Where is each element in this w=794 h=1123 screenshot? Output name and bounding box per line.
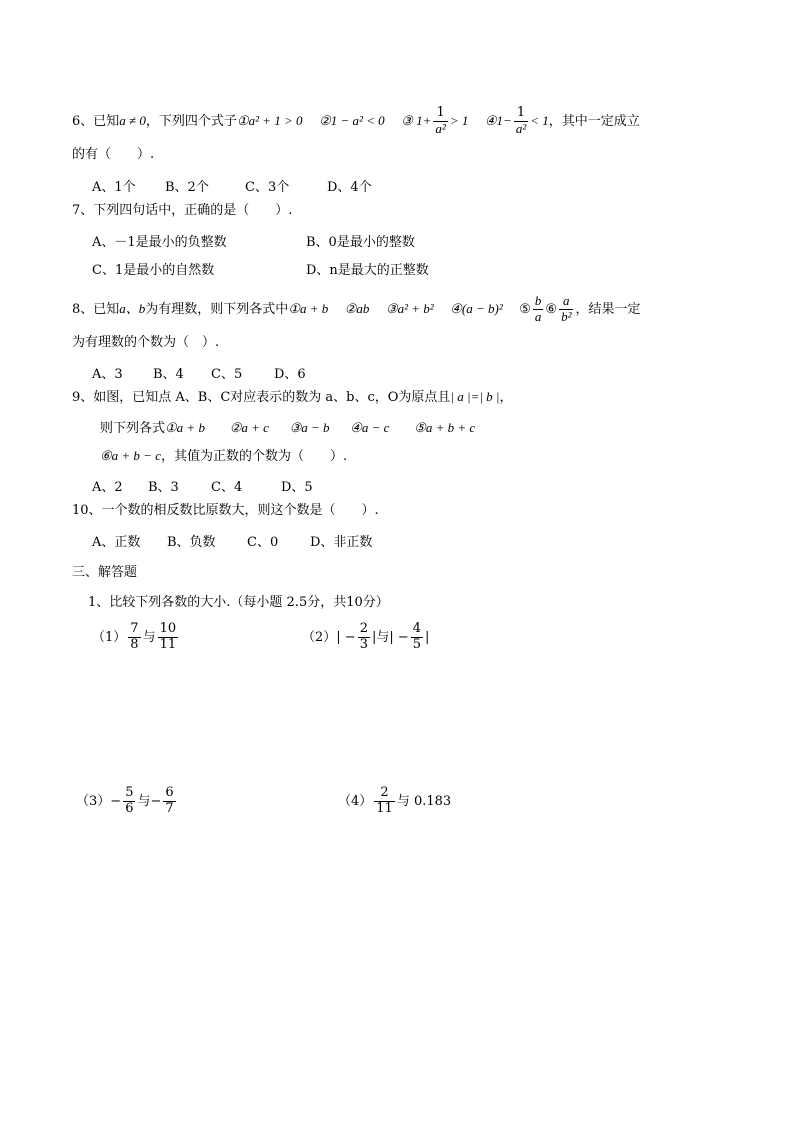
- s2-fraction-b: $\frac{4}{5}$: [412, 621, 422, 652]
- s2-post: |: [425, 629, 430, 645]
- q9-line3: [100, 449, 347, 463]
- s2-a-pre: | −: [336, 629, 356, 645]
- q9-line3-tail: ，其值为正数的个数为（ ）.: [160, 449, 348, 464]
- s2-mid: |与| −: [371, 629, 409, 645]
- s3-fraction-b: $\frac{6}{7}$: [165, 785, 174, 816]
- q6-option-c: C、3个: [245, 180, 290, 195]
- q6-expr3-fraction: $\frac{1}{\text{a²}}$: [435, 105, 446, 136]
- q6-expr4-post: < 1: [530, 112, 549, 128]
- q6-option-a: A、1个: [92, 180, 136, 195]
- q10-option-b: B、负数: [167, 535, 216, 550]
- q10-stem: 10、一个数的相反数比原数大，则这个数是（ ）.: [72, 503, 379, 518]
- q9-expr5: ⑤a + b + c: [414, 420, 476, 435]
- q8-expr2: ②ab: [344, 300, 370, 316]
- s1-with: 与: [142, 629, 156, 645]
- subproblem-3: [76, 786, 178, 817]
- q7-option-a: A、－1是最小的负整数: [92, 235, 227, 250]
- q9-line1: [72, 390, 513, 404]
- q9-expr3: ③a − b: [289, 420, 330, 435]
- q9-option-a: A、2: [92, 480, 123, 495]
- q10-option-a: A、正数: [92, 535, 141, 550]
- s1-label: （1）: [92, 629, 127, 645]
- q7-option-b: B、0是最小的整数: [306, 235, 415, 250]
- q9-line2: [100, 421, 475, 435]
- q8-expr5-pre: ⑤: [519, 301, 531, 317]
- q7-option-d: D、n是最大的正整数: [306, 263, 429, 278]
- q8-tail: ，结果一定: [575, 301, 641, 317]
- q6-expr4-fraction: $\frac{1}{\text{a²}}$: [515, 105, 527, 136]
- q9-stem: 9、如图，已知点 A、B、C对应表示的数为 a、b、c，O为原点且: [72, 390, 451, 405]
- q6-option-d: D、4个: [327, 180, 372, 195]
- subproblem-2: [302, 622, 429, 653]
- q8-vars: a、b: [119, 300, 146, 316]
- q7-stem: 7、下列四句话中，正确的是（ ）.: [72, 203, 293, 218]
- q9-option-d: D、5: [281, 480, 313, 495]
- q8-mid: 为有理数，则下列各式中: [145, 301, 289, 317]
- q8-option-c: C、5: [211, 367, 243, 382]
- q8-expr4: ④(a − b)²: [450, 300, 503, 316]
- q8-line1: [72, 294, 640, 325]
- q8-expr6-pre: ⑥: [545, 301, 558, 317]
- section3-title: 三、解答题: [72, 565, 138, 580]
- q8-expr1: ①a + b: [288, 300, 329, 316]
- q8-expr5-fraction: $\frac{b}{a}$: [534, 293, 542, 324]
- q9-expr2: ②a + c: [229, 420, 269, 435]
- s2-label: （2）: [302, 629, 337, 645]
- s3-fraction-a: $\frac{5}{6}$: [125, 785, 134, 816]
- s3-mid: 与−: [137, 793, 162, 809]
- q9-abs-condition: | a |=| b |: [450, 389, 500, 404]
- q6-expr3-post: > 1: [449, 112, 469, 128]
- q8-expr6-fraction: $\frac{a}{\text{b²}}$: [561, 293, 572, 324]
- q8-line2: 为有理数的个数为（ ）.: [72, 335, 220, 350]
- q6-expr1: ①a² + 1 > 0: [236, 112, 303, 128]
- s4-label: （4）: [338, 793, 373, 809]
- q9-expr1: ①a + b: [165, 420, 205, 435]
- q6-lead: 6、已知: [72, 113, 120, 129]
- q6-expr3-pre: ③ 1+: [401, 112, 432, 128]
- q9-line2-pre: 则下列各式: [100, 421, 166, 436]
- q8-lead: 8、已知: [72, 301, 120, 317]
- q6-condition: a ≠ 0: [119, 112, 146, 128]
- q10-option-c: C、0: [247, 535, 279, 550]
- q9-option-c: C、4: [211, 480, 243, 495]
- q6-tail: ，其中一定成立: [548, 113, 640, 129]
- q9-expr6: ⑥a + b − c: [100, 448, 161, 463]
- q8-expr3: ③a² + b²: [385, 300, 434, 316]
- q6-line2: 的有（ ）.: [72, 147, 155, 162]
- q8-option-b: B、4: [153, 367, 184, 382]
- q6-expr4-pre: ④1−: [484, 112, 512, 128]
- subproblem-4: [338, 786, 451, 817]
- subproblem-1: [92, 622, 180, 653]
- s4-fraction: $\frac{2}{11}$: [376, 785, 393, 816]
- q9-option-b: B、3: [148, 480, 179, 495]
- q10-option-d: D、非正数: [310, 535, 373, 550]
- q9-expr4: ④a − c: [350, 420, 390, 435]
- q6-expr2: ②1 − a² < 0: [319, 112, 385, 128]
- s4-post: 与 0.183: [396, 793, 452, 809]
- s2-fraction-a: $\frac{2}{3}$: [359, 621, 368, 652]
- q6-option-b: B、2个: [165, 180, 209, 195]
- s3-a-pre: −: [110, 793, 122, 809]
- q6-mid: ，下列四个式子: [145, 113, 237, 129]
- q6-line1: [72, 106, 640, 137]
- s3-label: （3）: [76, 793, 111, 809]
- section3-problem1: 1、比较下列各数的大小.（每小题 2.5分，共10分）: [88, 595, 389, 610]
- s1-fraction-a: $\frac{7}{8}$: [130, 621, 139, 652]
- q9-tail: ，: [499, 390, 513, 405]
- q7-option-c: C、1是最小的自然数: [92, 263, 215, 278]
- q8-option-d: D、6: [274, 367, 306, 382]
- q8-option-a: A、3: [92, 367, 123, 382]
- s1-fraction-b: $\frac{10}{11}$: [159, 621, 177, 652]
